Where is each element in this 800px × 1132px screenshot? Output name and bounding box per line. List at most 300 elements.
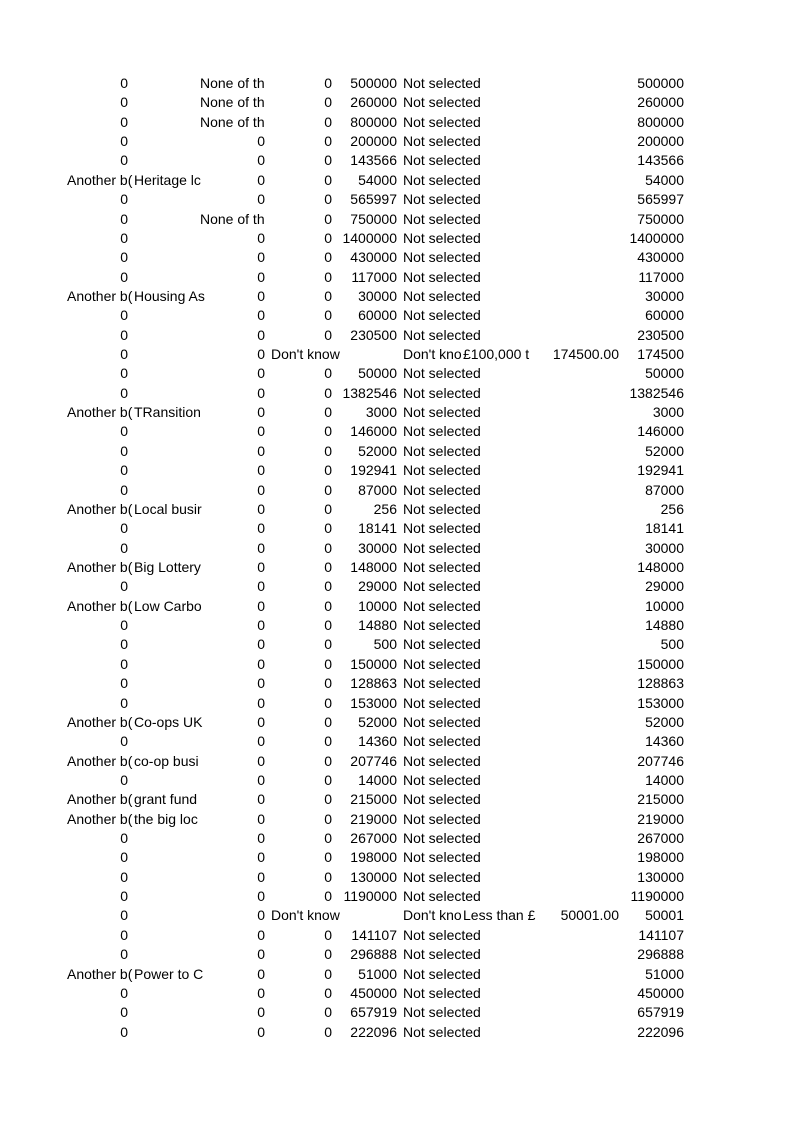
- cell-H[interactable]: [541, 422, 622, 441]
- cell-B[interactable]: [131, 326, 197, 345]
- cell-B[interactable]: [131, 132, 197, 151]
- cell-D[interactable]: 0: [324, 268, 332, 285]
- cell-D[interactable]: 0: [324, 558, 332, 575]
- cell-C[interactable]: 0: [257, 404, 265, 421]
- cell-I[interactable]: 260000: [637, 94, 684, 111]
- cell-H[interactable]: [541, 500, 622, 519]
- cell-D[interactable]: 0: [324, 171, 332, 188]
- cell-G[interactable]: [460, 848, 541, 867]
- cell-D[interactable]: 0: [324, 462, 332, 479]
- cell-B[interactable]: [131, 1023, 197, 1042]
- cell-G[interactable]: [460, 500, 541, 519]
- cell-F[interactable]: Not selected: [403, 326, 481, 343]
- cell-F[interactable]: Not selected: [403, 268, 481, 285]
- cell-H[interactable]: [541, 403, 622, 422]
- cell-A[interactable]: Another b(: [67, 171, 133, 188]
- cell-F[interactable]: Not selected: [403, 965, 481, 982]
- cell-B[interactable]: [131, 674, 197, 693]
- cell-G[interactable]: [460, 829, 541, 848]
- cell-B[interactable]: [131, 210, 197, 229]
- cell-B[interactable]: [131, 984, 197, 1003]
- cell-E[interactable]: 52000: [358, 713, 397, 730]
- cell-H[interactable]: [541, 539, 622, 558]
- cell-G[interactable]: [460, 771, 541, 790]
- cell-H[interactable]: [541, 229, 622, 248]
- cell-A[interactable]: 0: [120, 849, 128, 866]
- cell-B[interactable]: [131, 771, 197, 790]
- cell-B[interactable]: Co-ops UK: [134, 713, 203, 730]
- cell-B[interactable]: [131, 306, 197, 325]
- cell-B[interactable]: [131, 384, 197, 403]
- cell-H[interactable]: [541, 384, 622, 403]
- cell-D[interactable]: 0: [324, 539, 332, 556]
- cell-C[interactable]: 0: [257, 307, 265, 324]
- cell-C[interactable]: 0: [257, 346, 265, 363]
- cell-G[interactable]: [460, 984, 541, 1003]
- cell-I[interactable]: 51000: [645, 965, 684, 982]
- cell-H[interactable]: [541, 442, 622, 461]
- cell-B[interactable]: [131, 151, 197, 170]
- cell-I[interactable]: 207746: [637, 752, 684, 769]
- cell-D[interactable]: 0: [324, 249, 332, 266]
- cell-F[interactable]: Not selected: [403, 423, 481, 440]
- cell-I[interactable]: 50001: [645, 907, 684, 924]
- cell-E[interactable]: 192941: [350, 462, 397, 479]
- cell-H[interactable]: 174500.00: [552, 346, 619, 363]
- cell-H[interactable]: [541, 655, 622, 674]
- cell-G[interactable]: [460, 268, 541, 287]
- cell-G[interactable]: [460, 810, 541, 829]
- cell-D[interactable]: 0: [324, 791, 332, 808]
- cell-I[interactable]: 141107: [638, 926, 684, 943]
- cell-A[interactable]: Another b(: [67, 597, 133, 614]
- cell-H[interactable]: [541, 461, 622, 480]
- cell-F[interactable]: Not selected: [403, 191, 481, 208]
- cell-D[interactable]: 0: [324, 597, 332, 614]
- cell-B[interactable]: [131, 248, 197, 267]
- cell-G[interactable]: [460, 190, 541, 209]
- cell-E[interactable]: 130000: [350, 868, 397, 885]
- cell-C[interactable]: 0: [257, 888, 265, 905]
- cell-H[interactable]: [541, 597, 622, 616]
- cell-I[interactable]: 565997: [637, 191, 684, 208]
- cell-C[interactable]: 0: [257, 849, 265, 866]
- cell-H[interactable]: [541, 732, 622, 751]
- cell-C[interactable]: 0: [257, 810, 265, 827]
- cell-H[interactable]: [541, 210, 622, 229]
- cell-C[interactable]: 0: [257, 655, 265, 672]
- cell-G[interactable]: [460, 1023, 541, 1042]
- cell-C[interactable]: 0: [257, 481, 265, 498]
- cell-C[interactable]: 0: [257, 733, 265, 750]
- cell-B[interactable]: [131, 229, 197, 248]
- cell-E[interactable]: 500000: [350, 75, 397, 91]
- cell-I[interactable]: 200000: [637, 133, 684, 150]
- cell-H[interactable]: [541, 151, 622, 170]
- cell-F[interactable]: Not selected: [403, 791, 481, 808]
- cell-I[interactable]: 267000: [637, 830, 684, 847]
- cell-G[interactable]: [460, 597, 541, 616]
- cell-I[interactable]: 30000: [645, 539, 684, 556]
- cell-B[interactable]: [131, 945, 197, 964]
- cell-F[interactable]: Not selected: [403, 152, 481, 169]
- cell-C[interactable]: 0: [257, 442, 265, 459]
- cell-C[interactable]: 0: [257, 152, 265, 169]
- cell-I[interactable]: 450000: [637, 984, 684, 1001]
- cell-F[interactable]: Not selected: [403, 113, 481, 130]
- cell-B[interactable]: [131, 848, 197, 867]
- cell-H[interactable]: [541, 171, 622, 190]
- cell-B[interactable]: [131, 868, 197, 887]
- cell-I[interactable]: 1382546: [629, 384, 684, 401]
- cell-F[interactable]: Not selected: [403, 229, 481, 246]
- cell-A[interactable]: Another b(: [67, 965, 133, 982]
- cell-A[interactable]: 0: [120, 152, 128, 169]
- cell-E[interactable]: 29000: [358, 578, 397, 595]
- cell-D[interactable]: 0: [324, 133, 332, 150]
- cell-I[interactable]: 215000: [637, 791, 684, 808]
- cell-F[interactable]: Not selected: [403, 404, 481, 421]
- cell-A[interactable]: 0: [120, 888, 128, 905]
- cell-C[interactable]: 0: [257, 675, 265, 692]
- cell-F[interactable]: Not selected: [403, 617, 481, 634]
- cell-E[interactable]: 260000: [350, 94, 397, 111]
- cell-I[interactable]: 50000: [645, 365, 684, 382]
- cell-C[interactable]: 0: [257, 1004, 265, 1021]
- cell-E[interactable]: 207746: [350, 752, 397, 769]
- cell-C[interactable]: 0: [257, 287, 265, 304]
- cell-H[interactable]: [541, 616, 622, 635]
- cell-H[interactable]: [541, 287, 622, 306]
- cell-A[interactable]: 0: [120, 75, 128, 91]
- cell-D[interactable]: 0: [324, 810, 332, 827]
- cell-I[interactable]: 29000: [645, 578, 684, 595]
- cell-D[interactable]: 0: [324, 75, 332, 91]
- cell-E[interactable]: 30000: [358, 539, 397, 556]
- cell-A[interactable]: 0: [120, 733, 128, 750]
- cell-E[interactable]: 14360: [358, 733, 397, 750]
- cell-A[interactable]: 0: [120, 578, 128, 595]
- cell-B[interactable]: Housing As: [134, 287, 205, 304]
- cell-C[interactable]: 0: [257, 771, 265, 788]
- cell-H[interactable]: [541, 790, 622, 809]
- cell-F[interactable]: Not selected: [403, 868, 481, 885]
- cell-A[interactable]: 0: [120, 133, 128, 150]
- cell-B[interactable]: [131, 442, 197, 461]
- cell-I[interactable]: 174500: [637, 346, 684, 363]
- cell-F[interactable]: Not selected: [403, 771, 481, 788]
- cell-F[interactable]: Not selected: [403, 752, 481, 769]
- cell-G[interactable]: Less than £: [463, 907, 536, 924]
- cell-F[interactable]: Not selected: [403, 210, 481, 227]
- cell-A[interactable]: 0: [120, 675, 128, 692]
- cell-E[interactable]: 215000: [350, 791, 397, 808]
- cell-G[interactable]: [460, 674, 541, 693]
- cell-I[interactable]: 54000: [645, 171, 684, 188]
- cell-I[interactable]: 146000: [637, 423, 684, 440]
- cell-B[interactable]: Big Lottery: [134, 558, 201, 575]
- cell-C[interactable]: 0: [257, 365, 265, 382]
- cell-C[interactable]: 0: [257, 520, 265, 537]
- cell-G[interactable]: [460, 481, 541, 500]
- cell-F[interactable]: Not selected: [403, 287, 481, 304]
- cell-H[interactable]: [541, 558, 622, 577]
- cell-G[interactable]: [460, 926, 541, 945]
- cell-G[interactable]: [460, 210, 541, 229]
- cell-I[interactable]: 130000: [637, 868, 684, 885]
- cell-H[interactable]: [541, 887, 622, 906]
- cell-D[interactable]: 0: [324, 307, 332, 324]
- cell-G[interactable]: £100,000 t: [463, 346, 530, 363]
- cell-G[interactable]: [460, 306, 541, 325]
- cell-C[interactable]: 0: [257, 830, 265, 847]
- cell-D[interactable]: 0: [324, 326, 332, 343]
- cell-C[interactable]: 0: [257, 423, 265, 440]
- cell-C[interactable]: 0: [257, 926, 265, 943]
- cell-H[interactable]: [541, 326, 622, 345]
- cell-A[interactable]: Another b(: [67, 287, 133, 304]
- cell-H[interactable]: [541, 74, 622, 93]
- cell-B[interactable]: [131, 422, 197, 441]
- cell-A[interactable]: 0: [120, 1004, 128, 1021]
- cell-B[interactable]: Low Carbo: [134, 597, 202, 614]
- cell-A[interactable]: Another b(: [67, 500, 133, 517]
- cell-E[interactable]: 117000: [351, 268, 397, 285]
- cell-D[interactable]: 0: [324, 520, 332, 537]
- cell-F[interactable]: Not selected: [403, 1023, 481, 1040]
- cell-H[interactable]: [541, 1003, 622, 1022]
- cell-G[interactable]: [460, 1003, 541, 1022]
- cell-B[interactable]: [131, 461, 197, 480]
- cell-I[interactable]: 148000: [637, 558, 684, 575]
- cell-I[interactable]: 198000: [637, 849, 684, 866]
- cell-B[interactable]: Local busir: [134, 500, 202, 517]
- cell-I[interactable]: 52000: [645, 713, 684, 730]
- cell-I[interactable]: 800000: [637, 113, 684, 130]
- cell-D[interactable]: 0: [324, 984, 332, 1001]
- cell-E[interactable]: 657919: [350, 1004, 397, 1021]
- cell-F[interactable]: Not selected: [403, 888, 481, 905]
- cell-F[interactable]: Not selected: [403, 307, 481, 324]
- cell-D[interactable]: 0: [324, 675, 332, 692]
- cell-A[interactable]: 0: [120, 617, 128, 634]
- cell-D[interactable]: 0: [324, 713, 332, 730]
- cell-F[interactable]: Not selected: [403, 75, 481, 91]
- cell-B[interactable]: [131, 655, 197, 674]
- cell-A[interactable]: 0: [120, 771, 128, 788]
- cell-D[interactable]: 0: [324, 752, 332, 769]
- cell-G[interactable]: [460, 442, 541, 461]
- cell-E[interactable]: 450000: [350, 984, 397, 1001]
- cell-I[interactable]: 117000: [638, 268, 684, 285]
- cell-H[interactable]: [541, 93, 622, 112]
- cell-E[interactable]: 198000: [350, 849, 397, 866]
- cell-C[interactable]: 0: [257, 617, 265, 634]
- cell-D[interactable]: 0: [324, 365, 332, 382]
- cell-E[interactable]: 256: [373, 500, 397, 517]
- cell-E[interactable]: 3000: [365, 404, 397, 421]
- cell-C[interactable]: 0: [257, 500, 265, 517]
- cell-F[interactable]: Not selected: [403, 849, 481, 866]
- cell-I[interactable]: 296888: [637, 946, 684, 963]
- cell-G[interactable]: [460, 422, 541, 441]
- cell-H[interactable]: [541, 364, 622, 383]
- cell-D[interactable]: 0: [324, 733, 332, 750]
- cell-G[interactable]: [460, 519, 541, 538]
- cell-D[interactable]: 0: [324, 481, 332, 498]
- cell-B[interactable]: [131, 926, 197, 945]
- cell-A[interactable]: 0: [120, 384, 128, 401]
- cell-E[interactable]: 800000: [350, 113, 397, 130]
- cell-H[interactable]: [541, 771, 622, 790]
- cell-D[interactable]: Don't know: [271, 346, 340, 363]
- cell-C[interactable]: 0: [257, 462, 265, 479]
- cell-F[interactable]: Not selected: [403, 675, 481, 692]
- cell-C[interactable]: 0: [257, 752, 265, 769]
- cell-I[interactable]: 14000: [645, 771, 684, 788]
- cell-A[interactable]: 0: [120, 946, 128, 963]
- cell-E[interactable]: 18141: [358, 520, 397, 537]
- cell-D[interactable]: 0: [324, 384, 332, 401]
- cell-F[interactable]: Not selected: [403, 655, 481, 672]
- cell-H[interactable]: [541, 945, 622, 964]
- cell-E[interactable]: [335, 345, 400, 364]
- cell-F[interactable]: Not selected: [403, 984, 481, 1001]
- cell-E[interactable]: 87000: [358, 481, 397, 498]
- cell-G[interactable]: [460, 364, 541, 383]
- cell-E[interactable]: 222096: [350, 1023, 397, 1040]
- cell-H[interactable]: [541, 635, 622, 654]
- cell-I[interactable]: 256: [660, 500, 684, 517]
- cell-D[interactable]: 0: [324, 694, 332, 711]
- cell-H[interactable]: [541, 577, 622, 596]
- cell-E[interactable]: [335, 906, 400, 925]
- cell-C[interactable]: 0: [257, 539, 265, 556]
- cell-F[interactable]: Not selected: [403, 1004, 481, 1021]
- cell-E[interactable]: 141107: [351, 926, 397, 943]
- cell-E[interactable]: 14880: [358, 617, 397, 634]
- cell-E[interactable]: 150000: [350, 655, 397, 672]
- cell-H[interactable]: [541, 132, 622, 151]
- cell-F[interactable]: Not selected: [403, 558, 481, 575]
- cell-F[interactable]: Don't kno: [403, 346, 462, 363]
- cell-B[interactable]: [131, 616, 197, 635]
- cell-C[interactable]: 0: [257, 326, 265, 343]
- cell-E[interactable]: 500: [373, 636, 397, 653]
- cell-C[interactable]: 0: [257, 268, 265, 285]
- cell-F[interactable]: Not selected: [403, 520, 481, 537]
- cell-I[interactable]: 128863: [637, 675, 684, 692]
- cell-A[interactable]: 0: [120, 636, 128, 653]
- cell-F[interactable]: Not selected: [403, 539, 481, 556]
- cell-F[interactable]: Not selected: [403, 481, 481, 498]
- cell-F[interactable]: Not selected: [403, 384, 481, 401]
- cell-E[interactable]: 267000: [350, 830, 397, 847]
- cell-G[interactable]: [460, 616, 541, 635]
- cell-G[interactable]: [460, 790, 541, 809]
- cell-C[interactable]: None of th: [200, 113, 265, 130]
- cell-I[interactable]: 750000: [637, 210, 684, 227]
- cell-B[interactable]: [131, 113, 197, 132]
- cell-E[interactable]: 1382546: [342, 384, 397, 401]
- cell-F[interactable]: Not selected: [403, 500, 481, 517]
- cell-D[interactable]: 0: [324, 500, 332, 517]
- cell-B[interactable]: Power to C: [134, 965, 204, 982]
- cell-E[interactable]: 14000: [358, 771, 397, 788]
- cell-E[interactable]: 30000: [358, 287, 397, 304]
- cell-F[interactable]: Not selected: [403, 713, 481, 730]
- cell-E[interactable]: 230500: [350, 326, 397, 343]
- cell-A[interactable]: Another b(: [67, 752, 133, 769]
- cell-G[interactable]: [460, 229, 541, 248]
- cell-B[interactable]: grant fund: [134, 791, 198, 808]
- cell-I[interactable]: 3000: [652, 404, 684, 421]
- cell-F[interactable]: Not selected: [403, 926, 481, 943]
- cell-A[interactable]: 0: [120, 346, 128, 363]
- cell-B[interactable]: [131, 1003, 197, 1022]
- cell-C[interactable]: 0: [257, 133, 265, 150]
- cell-E[interactable]: 565997: [350, 191, 397, 208]
- cell-E[interactable]: 430000: [350, 249, 397, 266]
- cell-A[interactable]: 0: [120, 229, 128, 246]
- cell-B[interactable]: the big loc: [134, 810, 198, 827]
- cell-E[interactable]: 296888: [350, 946, 397, 963]
- cell-G[interactable]: [460, 132, 541, 151]
- cell-D[interactable]: 0: [324, 210, 332, 227]
- cell-G[interactable]: [460, 655, 541, 674]
- cell-C[interactable]: 0: [257, 636, 265, 653]
- cell-A[interactable]: 0: [120, 539, 128, 556]
- cell-D[interactable]: 0: [324, 771, 332, 788]
- cell-H[interactable]: [541, 868, 622, 887]
- cell-I[interactable]: 1190000: [630, 888, 684, 905]
- cell-I[interactable]: 500: [660, 636, 684, 653]
- cell-A[interactable]: 0: [120, 520, 128, 537]
- cell-A[interactable]: Another b(: [67, 713, 133, 730]
- cell-B[interactable]: [131, 732, 197, 751]
- cell-B[interactable]: [131, 481, 197, 500]
- cell-D[interactable]: 0: [324, 868, 332, 885]
- cell-I[interactable]: 1400000: [629, 229, 684, 246]
- cell-G[interactable]: [460, 287, 541, 306]
- cell-D[interactable]: 0: [324, 636, 332, 653]
- cell-A[interactable]: 0: [120, 113, 128, 130]
- cell-A[interactable]: Another b(: [67, 791, 133, 808]
- cell-B[interactable]: [131, 906, 197, 925]
- cell-I[interactable]: 10000: [645, 597, 684, 614]
- cell-I[interactable]: 430000: [637, 249, 684, 266]
- cell-E[interactable]: 1190000: [343, 888, 397, 905]
- cell-D[interactable]: 0: [324, 946, 332, 963]
- cell-A[interactable]: 0: [120, 926, 128, 943]
- cell-E[interactable]: 10000: [358, 597, 397, 614]
- cell-E[interactable]: 750000: [350, 210, 397, 227]
- cell-H[interactable]: 50001.00: [560, 907, 619, 924]
- cell-A[interactable]: 0: [120, 462, 128, 479]
- cell-C[interactable]: 0: [257, 558, 265, 575]
- cell-C[interactable]: 0: [257, 597, 265, 614]
- cell-H[interactable]: [541, 810, 622, 829]
- cell-G[interactable]: [460, 694, 541, 713]
- cell-F[interactable]: Not selected: [403, 133, 481, 150]
- cell-G[interactable]: [460, 965, 541, 984]
- cell-E[interactable]: 1400000: [342, 229, 397, 246]
- cell-H[interactable]: [541, 848, 622, 867]
- cell-F[interactable]: Not selected: [403, 249, 481, 266]
- cell-D[interactable]: 0: [324, 442, 332, 459]
- cell-F[interactable]: Not selected: [403, 694, 481, 711]
- cell-F[interactable]: Not selected: [403, 810, 481, 827]
